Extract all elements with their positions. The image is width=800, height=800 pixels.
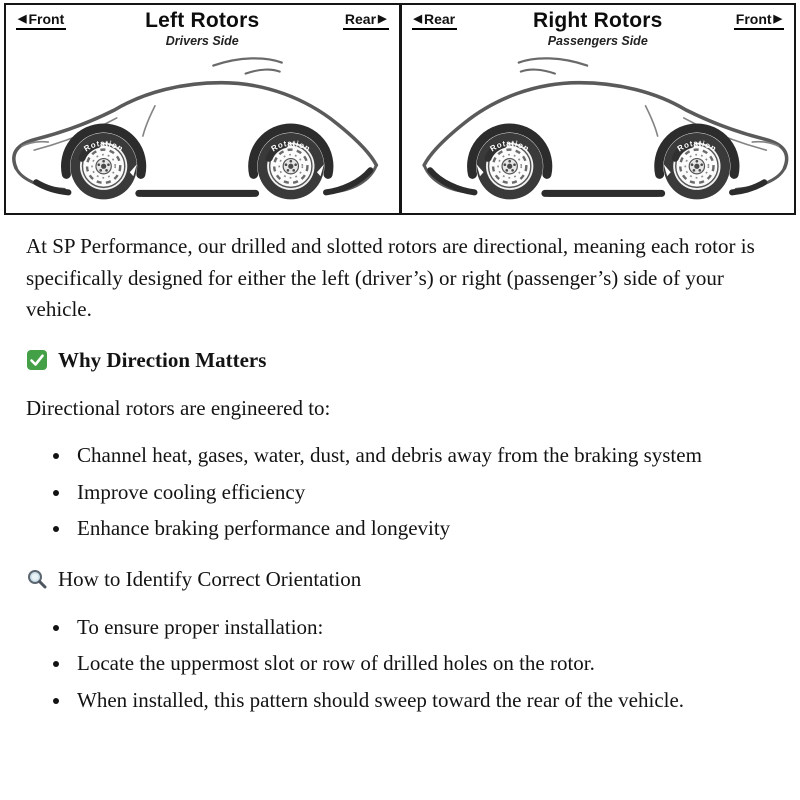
- engineered-lead: Directional rotors are engineered to:: [26, 395, 331, 420]
- direction-label-text: Front: [735, 11, 772, 27]
- right-panel-header: [402, 5, 795, 49]
- panel-title: Left Rotors: [145, 9, 260, 32]
- arrow-left-icon: ◀: [18, 12, 27, 25]
- direction-label-text: Front: [28, 11, 65, 27]
- direction-label-text: Rear: [423, 11, 456, 27]
- left-rotors-panel: [4, 3, 401, 215]
- rear-direction-label: [412, 11, 458, 30]
- why-direction-matters-heading: [26, 348, 774, 373]
- list-item: • Locate the uppermost slot or row of drilled holes on the rotor.: [72, 648, 772, 680]
- rotor-direction-diagram: [4, 3, 796, 215]
- arrow-left-icon: ◀: [413, 12, 422, 25]
- left-panel-header: [6, 5, 399, 49]
- why-bullet-list: [72, 440, 774, 545]
- rotation-label: Rotation: [82, 138, 125, 154]
- list-item: • To ensure proper installation:: [72, 612, 772, 644]
- direction-label-text: Rear: [344, 11, 377, 27]
- check-icon: [26, 349, 48, 371]
- list-item: • Channel heat, gases, water, dust, and debris away from the braking system: [72, 440, 772, 472]
- rotation-label: Rotation: [675, 138, 718, 154]
- front-direction-label: [734, 11, 784, 30]
- list-item: • When installed, this pattern should sweep toward the rear of the vehicle.: [72, 685, 772, 717]
- heading-text: How to Identify Correct Orientation: [58, 566, 362, 591]
- arrow-right-icon: ▶: [773, 12, 782, 25]
- right-car-illustration: [402, 49, 795, 213]
- front-direction-label: [16, 11, 66, 30]
- article-body: [0, 215, 800, 742]
- identify-bullet-list: [72, 612, 774, 717]
- intro-paragraph: At SP Performance, our drilled and slotted rotors are directional, meaning each rotor is specifically designed for either the left (driver’s) or right (passenger’s) side of your vehicle.: [26, 234, 755, 321]
- panel-subtitle: Passengers Side: [547, 34, 648, 48]
- heading-text: Why Direction Matters: [58, 347, 267, 372]
- rear-direction-label: [343, 11, 389, 30]
- arrow-right-icon: ▶: [378, 12, 387, 25]
- panel-title: Right Rotors: [532, 9, 663, 32]
- list-item: • Improve cooling efficiency: [72, 477, 772, 509]
- list-item: • Enhance braking performance and longevity: [72, 513, 772, 545]
- panel-subtitle: Drivers Side: [165, 34, 239, 48]
- rotation-label: Rotation: [487, 138, 531, 154]
- rotation-label: Rotation: [269, 138, 313, 154]
- identify-orientation-heading: [26, 567, 774, 592]
- right-rotors-panel: [400, 3, 797, 215]
- search-icon: [26, 568, 48, 590]
- left-car-illustration: [6, 49, 399, 213]
